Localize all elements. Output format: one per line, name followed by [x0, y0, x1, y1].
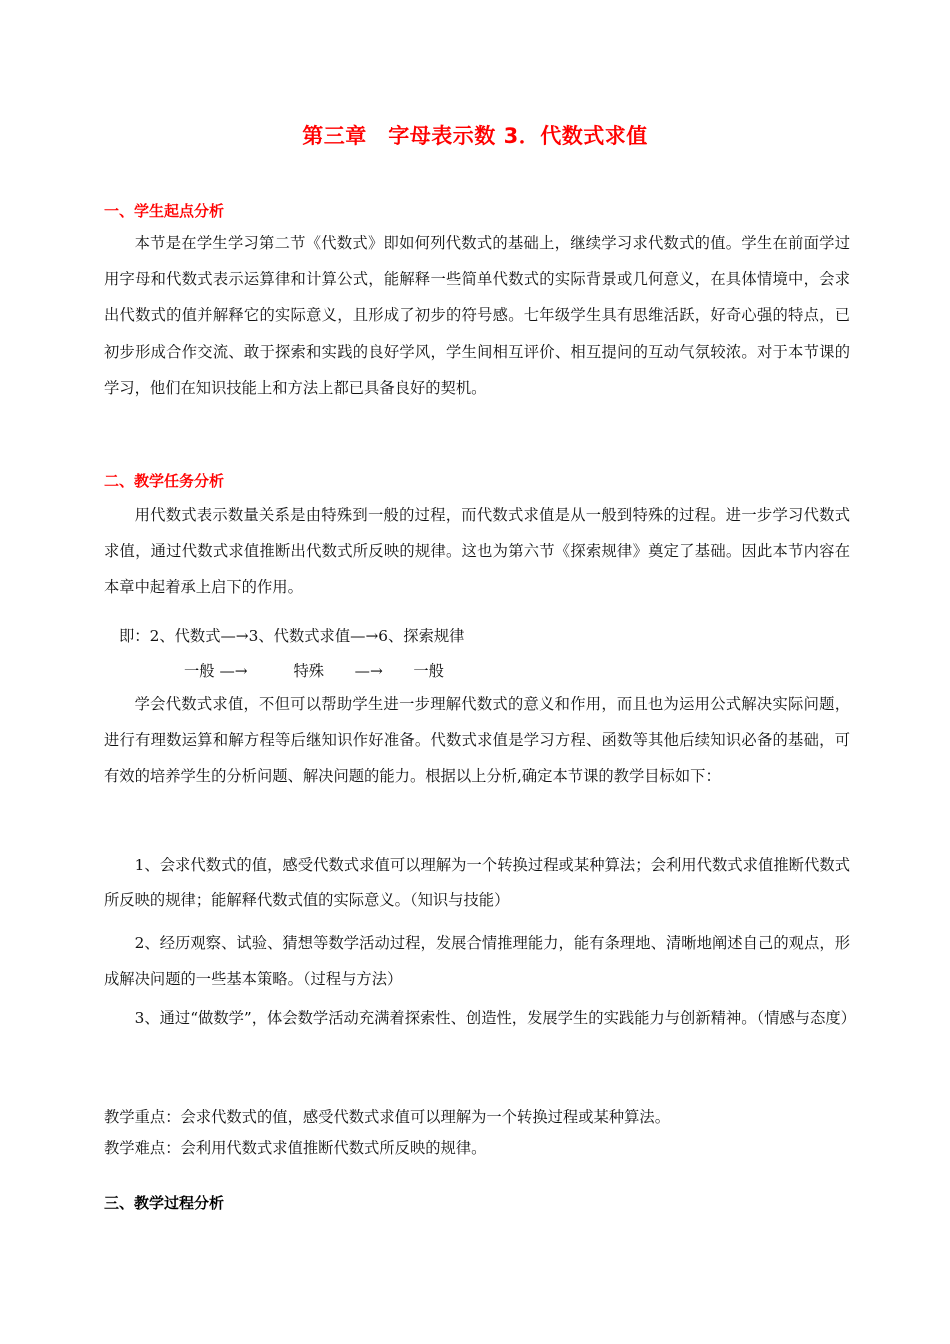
section-1-paragraph: 本节是在学生学习第二节《代数式》即如何列代数式的基础上，继续学习求代数式的值。学生在前面学过用字母和代数式表示运算律和计算公式，能解释一些简单代数式的实际背景或几何意义，在具体情境中，会求出代数式的值并解释它的实际意义，且形成了初步的符号感。七年级学生具有思维活跃，好奇心强的特点，已初步形成合作交流、敢于探索和实践的良好学风，学生间相互评价、相互提问的互动气氛较浓。对于本节课的学习，他们在知识技能上和方法上都已具备良好的契机。 — [104, 234, 850, 397]
objective-3: 3、通过“做数学”，体会数学活动充满着探索性、创造性，发展学生的实践能力与创新精神。（情感与态度） — [134, 1009, 856, 1027]
flow-line: 即：2、代数式—→3、代数式求值—→6、探索规律 — [119, 627, 465, 645]
section-heading-2: 二、教学任务分析 — [104, 472, 225, 490]
page-title: 第三章 字母表示数 3．代数式求值 — [302, 124, 648, 148]
section-2-paragraph-after: 学会代数式求值，不但可以帮助学生进一步理解代数式的意义和作用，而且也为运用公式解决实际问题，进行有理数运算和解方程等后继知识作好准备。代数式求值是学习方程、函数等其他后续知识必备的基础，可有效的培养学生的分析问题、解决问题的能力。根据以上分析,确定本节课的教学目标如下： — [104, 695, 850, 785]
section-2-paragraph: 用代数式表示数量关系是由特殊到一般的过程，而代数式求值是从一般到特殊的过程。进一步学习代数式求值，通过代数式求值推断出代数式所反映的规律。这也为第六节《探索规律》奠定了基础。因此本节内容在本章中起着承上启下的作用。 — [104, 506, 850, 596]
flow-sub-line: 一般 —→ 特殊 —→ 一般 — [184, 662, 444, 680]
section-heading-1: 一、学生起点分析 — [104, 202, 225, 220]
objective-1: 1、会求代数式的值，感受代数式求值可以理解为一个转换过程或某种算法；会利用代数式求值推断代数式所反映的规律；能解释代数式值的实际意义。（知识与技能） — [104, 856, 850, 909]
objective-2: 2、经历观察、试验、猜想等数学活动过程，发展合情推理能力，能有条理地、清晰地阐述自己的观点，形成解决问题的一些基本策略。（过程与方法） — [104, 934, 850, 988]
section-heading-3: 三、教学过程分析 — [104, 1194, 225, 1212]
difficulty-point: 教学难点：会利用代数式求值推断代数式所反映的规律。 — [104, 1139, 487, 1157]
key-point: 教学重点：会求代数式的值，感受代数式求值可以理解为一个转换过程或某种算法。 — [104, 1108, 670, 1126]
